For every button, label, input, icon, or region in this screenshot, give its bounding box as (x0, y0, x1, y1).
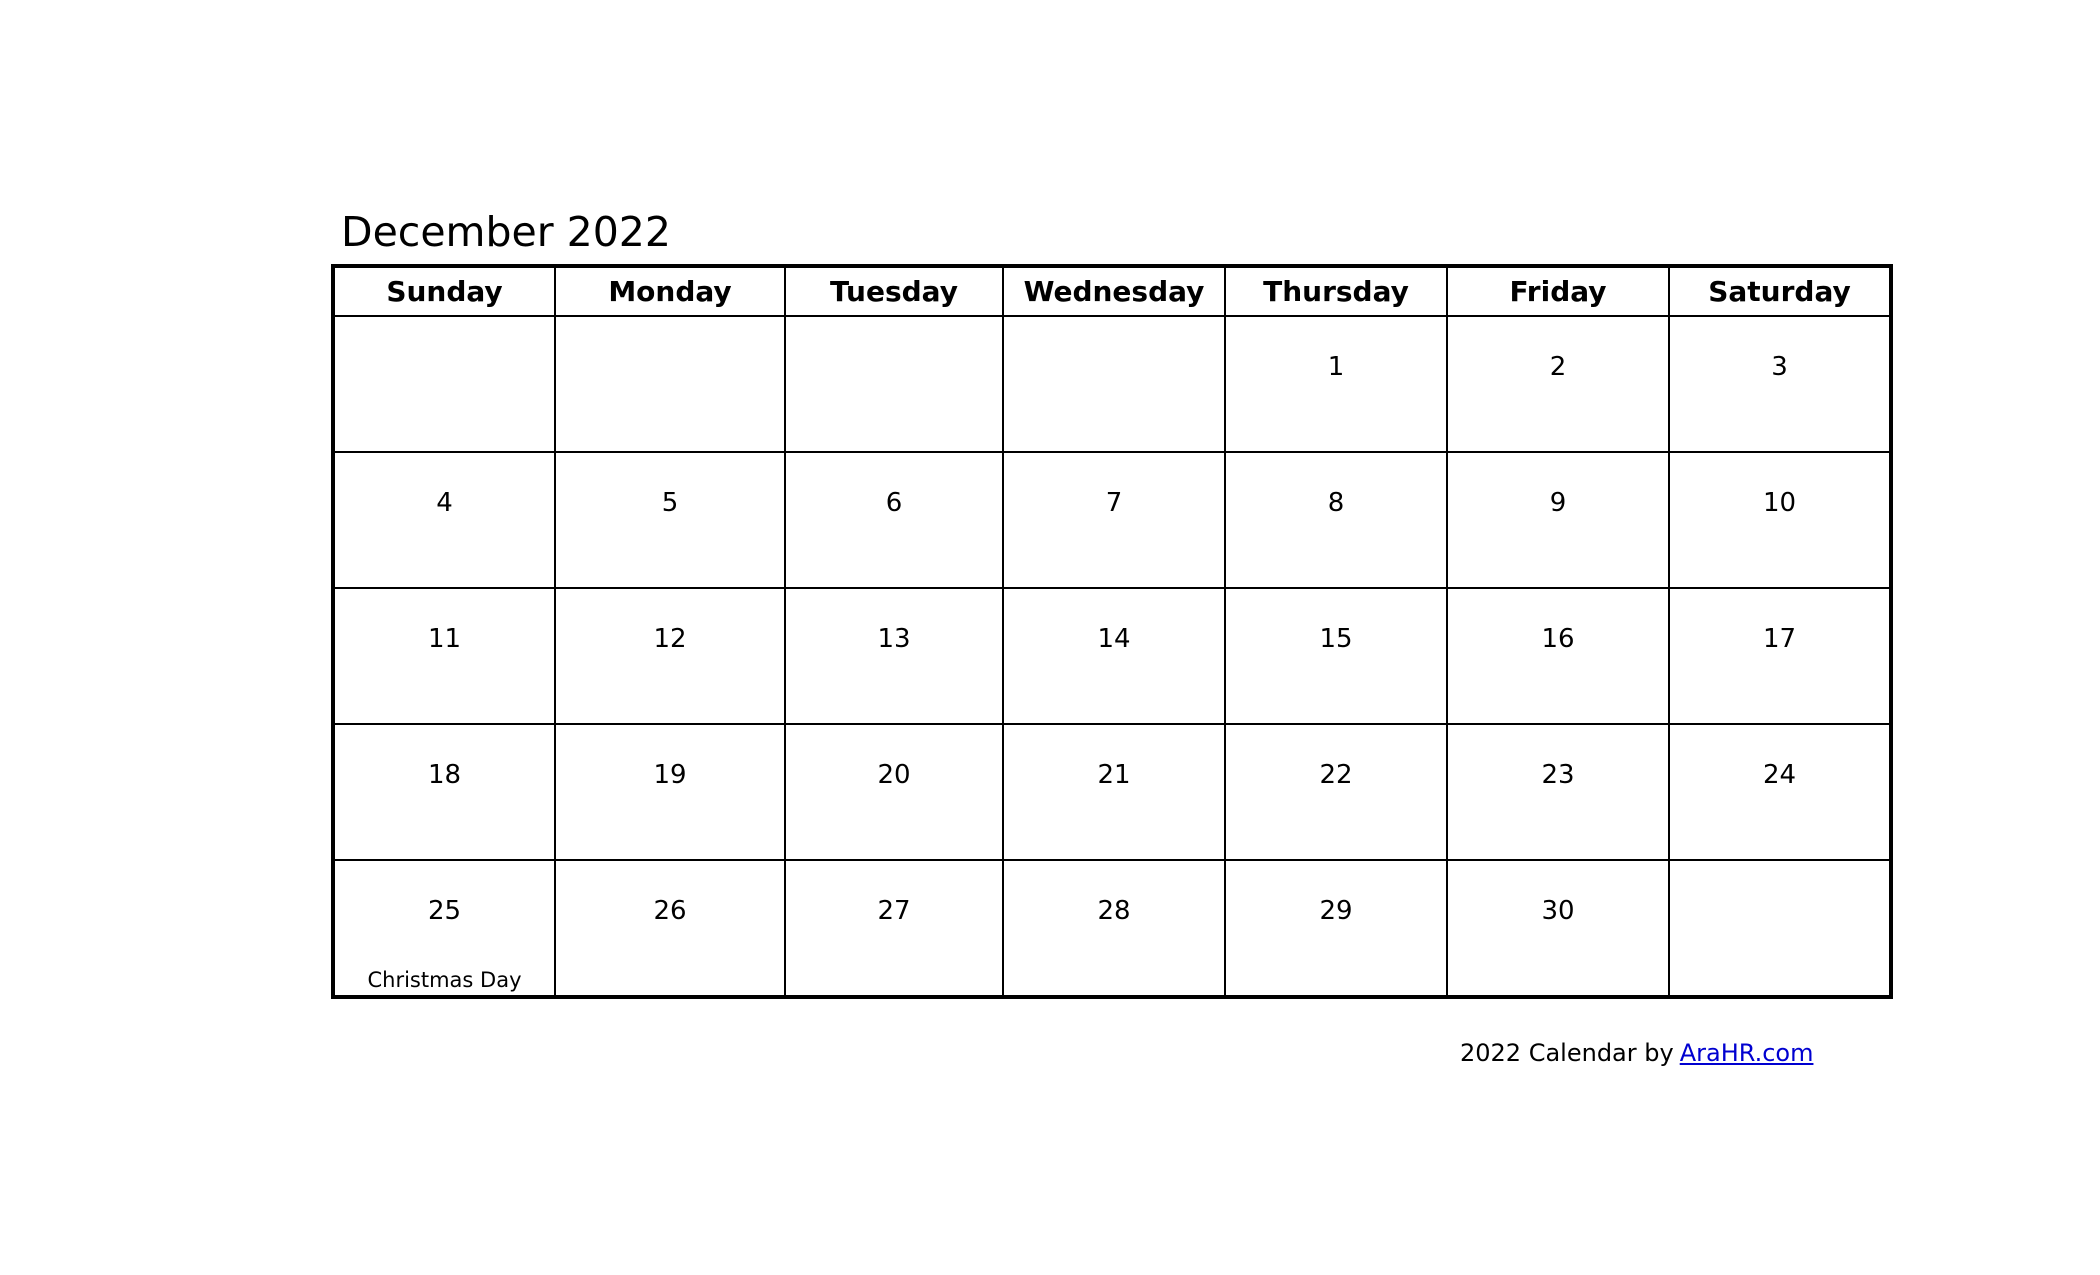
weekday-header-saturday: Saturday (1669, 266, 1891, 316)
day-cell (1225, 588, 1447, 724)
weekday-header-friday: Friday (1447, 266, 1669, 316)
day-cell (555, 724, 785, 860)
day-cell (1669, 588, 1891, 724)
day-cell (555, 588, 785, 724)
day-cell (785, 860, 1003, 997)
day-cell (1669, 860, 1891, 997)
day-cell (333, 452, 555, 588)
day-number: 24 (1762, 760, 1797, 790)
day-cell (1447, 588, 1669, 724)
day-number: 28 (1097, 896, 1131, 926)
day-number: 12 (653, 624, 687, 654)
day-number: 3 (1771, 352, 1788, 382)
day-number: 30 (1541, 896, 1575, 926)
day-cell (555, 452, 785, 588)
day-number: 4 (436, 488, 453, 518)
day-cell (1225, 316, 1447, 452)
weekday-header-sunday: Sunday (333, 266, 555, 316)
day-number: 20 (877, 760, 911, 790)
day-cell (1669, 724, 1891, 860)
day-number: 1 (1327, 352, 1345, 382)
day-number: 17 (1762, 624, 1797, 654)
day-number: 10 (1762, 488, 1797, 518)
day-number: 14 (1097, 624, 1131, 654)
weekday-header-monday: Monday (555, 266, 785, 316)
calendar-title: December 2022 (341, 208, 671, 256)
day-number: 8 (1327, 488, 1345, 518)
week-row (333, 860, 1891, 997)
day-number: 5 (661, 488, 679, 518)
day-number: 23 (1541, 760, 1575, 790)
day-number: 9 (1549, 488, 1567, 518)
day-number: 13 (877, 624, 911, 654)
day-number: 18 (427, 760, 462, 790)
day-number: 19 (653, 760, 687, 790)
week-row (333, 724, 1891, 860)
day-cell (333, 588, 555, 724)
credit-text: 2022 Calendar by (1460, 1039, 1674, 1067)
day-cell (333, 316, 555, 452)
arahr-link[interactable]: AraHR.com (1679, 1039, 1814, 1067)
day-number: 16 (1541, 624, 1575, 654)
day-cell (785, 316, 1003, 452)
day-cell (1669, 316, 1891, 452)
day-number: 2 (1549, 352, 1567, 382)
weekday-header-thursday: Thursday (1225, 266, 1447, 316)
day-number: 27 (877, 896, 911, 926)
day-cell (1225, 452, 1447, 588)
day-cell (785, 724, 1003, 860)
day-cell (1003, 860, 1225, 997)
week-row (333, 452, 1891, 588)
day-cell (1669, 452, 1891, 588)
day-cell (1447, 724, 1669, 860)
day-number: 7 (1105, 488, 1123, 518)
day-cell (1003, 724, 1225, 860)
day-cell (785, 588, 1003, 724)
day-cell (333, 860, 555, 997)
day-cell (1447, 316, 1669, 452)
day-number: 21 (1097, 760, 1131, 790)
day-cell (1003, 452, 1225, 588)
day-cell (1447, 860, 1669, 997)
day-cell (1447, 452, 1669, 588)
weekday-header-row (333, 266, 1891, 316)
day-cell (555, 316, 785, 452)
day-number: 22 (1319, 760, 1353, 790)
calendar-grid (331, 264, 1893, 999)
day-number: 29 (1319, 896, 1353, 926)
calendar-credit (1460, 1036, 1813, 1070)
holiday-label: Christmas Day (367, 968, 522, 992)
week-row (333, 588, 1891, 724)
weekday-header-wednesday: Wednesday (1003, 266, 1225, 316)
day-cell (1225, 860, 1447, 997)
day-number: 15 (1319, 624, 1353, 654)
day-cell (785, 452, 1003, 588)
day-number: 26 (653, 896, 687, 926)
day-cell (555, 860, 785, 997)
week-row (333, 316, 1891, 452)
day-number: 11 (427, 624, 462, 654)
day-cell (1003, 588, 1225, 724)
weekday-header-tuesday: Tuesday (785, 266, 1003, 316)
day-number: 6 (885, 488, 903, 518)
day-cell (1225, 724, 1447, 860)
day-cell (333, 724, 555, 860)
day-number: 25 (427, 896, 462, 926)
day-cell (1003, 316, 1225, 452)
